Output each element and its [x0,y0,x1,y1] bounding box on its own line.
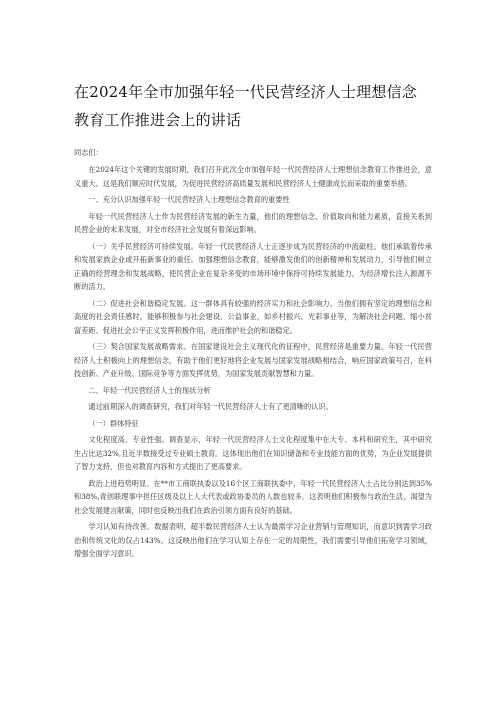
title-line-2: 教育工作推进会上的讲话 [74,111,242,129]
title-line-1: 在2024年全市加强年轻一代民营经济人士理想信念 [74,83,417,101]
paragraph: 文化程度高、专业性强。调查显示，年轻一代民营经济人士文化程度集中在大专、本科和研究生，其中研究生占比达32%,且近半数接受过专业硕士教育。这体现出他们在知识储备和专业技能方面的优势，为企业发展提供了智力支持，但也对教育内容和方式提出了更高要求。 [74,435,432,472]
paragraph: 通过前期深入的调查研究，我们对年轻一代民营经济人士有了更清晰的认识。 [88,402,333,412]
paragraph: （一）关乎民营经济可持续发展。年轻一代民营经济人士正逐步成为民营经济的中流砥柱。他们承载着传承和发展家族企业或开拓新事业的重任。加强理想信念教育，能够激发他们的创新精神和发展动力，引导他们树立正确的经营理念和发展战略，使民营企业在复杂多变的市场环境中保持可持续发展能力，为经济增长注入源源不断的活力。 [74,242,432,292]
paragraph: （二）促进社会和谐稳定发展。这一群体具有较强的经济实力和社会影响力。当他们拥有坚定的理想信念和高度的社会责任感时，能够积极参与社会建设、公益事业，如乡村振兴、光彩事业等，为解决社会问题、缩小贫富差距、促进社会公平正义发挥积极作用，进而维护社会的和谐稳定。 [74,298,432,335]
document-title [74,78,434,134]
subsection-heading: （一）群体特征 [88,418,139,428]
paragraph: 年轻一代民营经济人士作为民营经济发展的新生力量，他们的理想信念、价值取向和能力素质，直接关系到民营企业的未来发展，对全市经济社会发展有着深远影响。 [74,212,432,235]
paragraph: （三）契合国家发展战略需求。在国家建设社会主义现代化的征程中，民营经济是重要力量。年轻一代民营经济人士积极向上的理想信念，有助于他们更好地将企业发展与国家发展战略相结合，响应国家政策号召，在科技创新、产业升级、国际竞争等方面发挥优势，为国家发展贡献智慧和力量。 [74,342,432,379]
paragraph: 政治上进趋势明显。在**市工商联执委以及16个区工商联执委中，年轻一代民营经济人士占比分别达到35%和38%,青创联理事中担任区级及以上人大代表或政协委员的人数也较多。这表明他们积极参与政治生活，渴望为社会发展建言献策，同时也反映出我们在政治引领方面有良好的基础。 [74,478,432,515]
salutation: 同志们： [74,148,103,157]
section-heading-2: 二、年轻一代民营经济人士的现状分析 [88,385,211,395]
paragraph-intro: 在2024年这个关键的发展时期，我们召开此次全市加强年轻一代民营经济人士理想信念教育工作推进会，意义重大。这是我们顺应时代发展，为促进民营经济高质量发展和民营经济人士健康成长而采取的重要举措。 [74,165,432,188]
paragraph: 学习认知有待改善。数据表明，超半数民营经济人士认为最需学习企业营销与管理知识，而意识到需学习政治和传统文化的仅占143%。这反映出他们在学习认知上存在一定的局限性，我们需要引导他们拓宽学习领域，增强全面学习意识。 [74,522,432,559]
section-heading-1: 一、充分认识加强年轻一代民营经济人士理想信念教育的重要性 [88,195,290,205]
document-body [74,146,432,564]
